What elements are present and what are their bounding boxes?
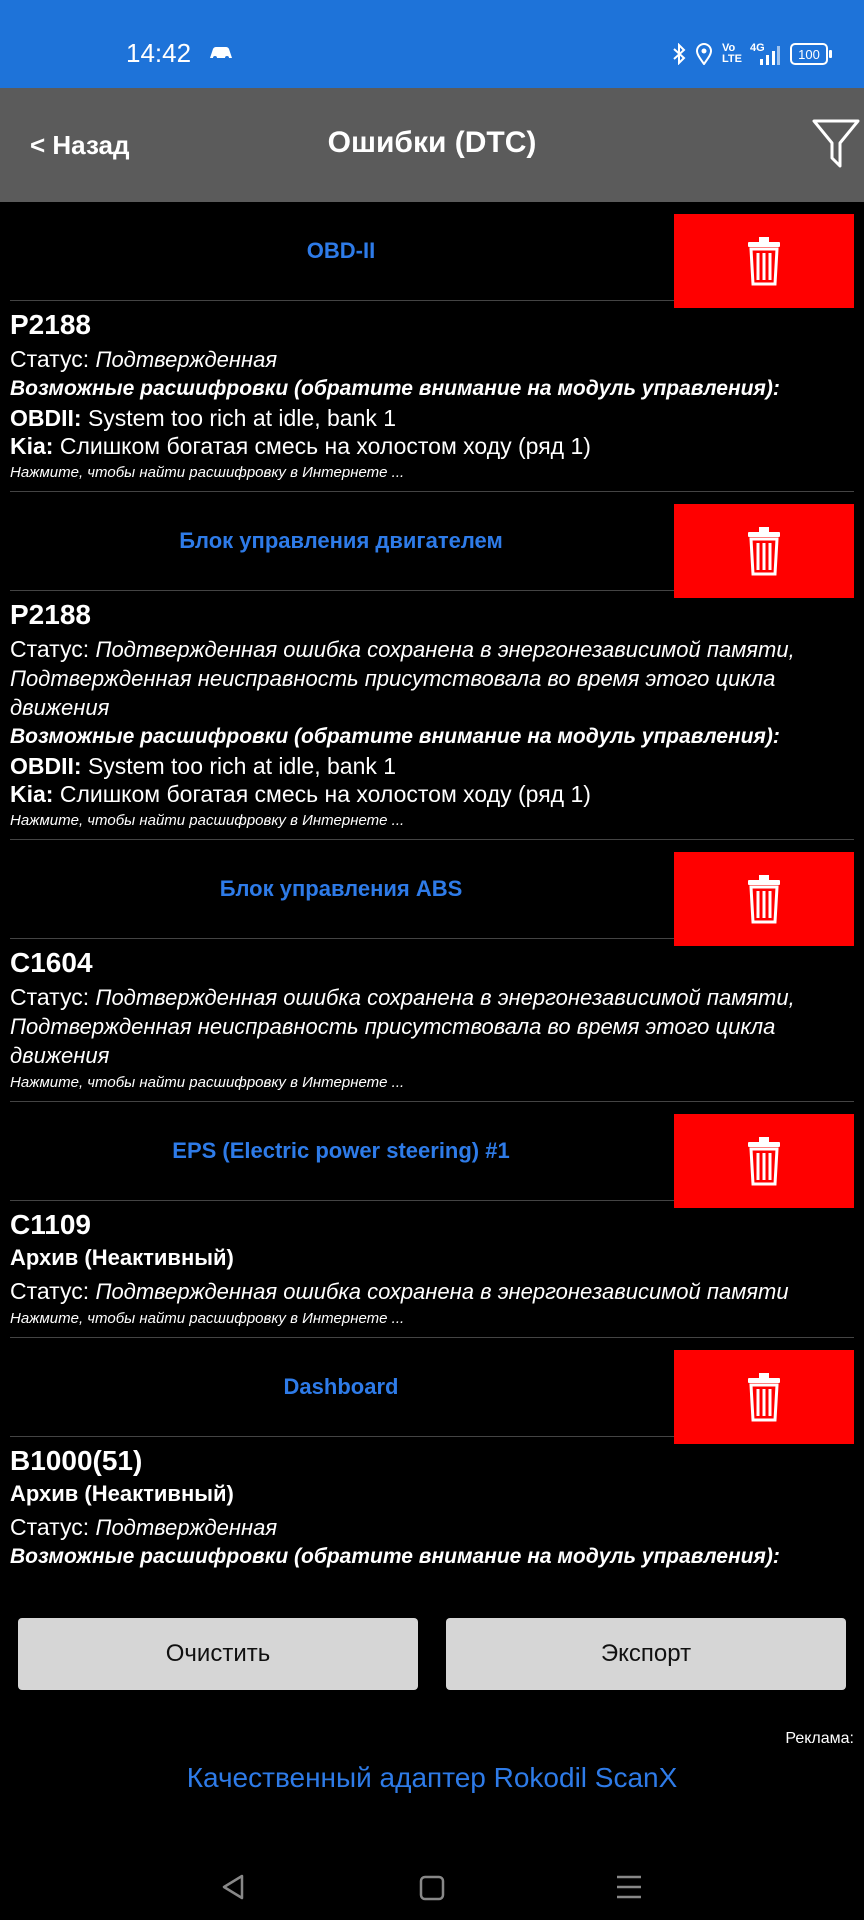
dtc-entry[interactable] xyxy=(0,1201,864,1337)
module-name[interactable]: EPS (Electric power steering) #1 xyxy=(172,1138,510,1163)
search-hint[interactable]: Нажмите, чтобы найти расшифровку в Интернете ... xyxy=(10,1310,405,1327)
back-nav-icon[interactable] xyxy=(218,1872,248,1902)
export-button[interactable]: Экспорт xyxy=(446,1618,846,1690)
status-value: Подтвержденная ошибка сохранена в энергонезависимой памяти xyxy=(95,1279,789,1304)
dtc-code: C1109 xyxy=(10,1209,91,1240)
decode-line xyxy=(10,404,854,432)
decode-source: OBDII: xyxy=(10,405,82,431)
home-nav-icon[interactable] xyxy=(418,1872,446,1902)
battery-indicator: 100 xyxy=(790,43,828,65)
dtc-entry[interactable] xyxy=(0,939,864,1101)
delete-button[interactable] xyxy=(674,214,854,308)
search-hint[interactable]: Нажмите, чтобы найти расшифровку в Интернете ... xyxy=(10,812,405,829)
filter-icon[interactable] xyxy=(812,118,860,170)
status-label: Статус: xyxy=(10,984,90,1010)
decode-hint-title: Возможные расшифровки (обратите внимание на модуль управления): xyxy=(10,377,780,400)
decode-hint-title: Возможные расшифровки (обратите внимание на модуль управления): xyxy=(10,725,780,748)
page-title: Ошибки (DTC) xyxy=(327,126,537,159)
decode-text: Слишком богатая смесь на холостом ходу (ряд 1) xyxy=(59,781,591,807)
location-icon xyxy=(696,43,712,65)
status-label: Статус: xyxy=(10,636,90,662)
module-header xyxy=(0,1338,864,1436)
search-hint[interactable]: Нажмите, чтобы найти расшифровку в Интернете ... xyxy=(10,1074,405,1091)
decode-text: System too rich at idle, bank 1 xyxy=(87,405,397,431)
dtc-status xyxy=(10,635,854,722)
dtc-status xyxy=(10,983,854,1070)
dtc-status xyxy=(10,1277,854,1306)
module-header xyxy=(0,202,864,300)
decode-line xyxy=(10,752,854,780)
dtc-list[interactable] xyxy=(0,202,864,1582)
dtc-status xyxy=(10,345,854,374)
status-value: Подтвержденная ошибка сохранена в энергонезависимой памяти, Подтвержденная неисправность присутствовала во время этого цикла движения xyxy=(10,637,795,720)
status-value: Подтвержденная xyxy=(95,1515,278,1540)
status-label: Статус: xyxy=(10,1278,90,1304)
dtc-status xyxy=(10,1513,854,1542)
back-button[interactable]: < Назад xyxy=(30,130,130,160)
decode-text: Слишком богатая смесь на холостом ходу (ряд 1) xyxy=(59,433,591,459)
system-nav-bar xyxy=(0,1860,864,1920)
dtc-code: B1000(51) xyxy=(10,1445,143,1476)
decode-source: Kia: xyxy=(10,781,54,807)
dtc-code: P2188 xyxy=(10,309,91,340)
status-time: 14:42 xyxy=(126,38,192,68)
module-header xyxy=(0,840,864,938)
delete-button[interactable] xyxy=(674,1114,854,1208)
decode-source: OBDII: xyxy=(10,753,82,779)
status-label: Статус: xyxy=(10,1514,90,1540)
module-header xyxy=(0,492,864,590)
search-hint[interactable]: Нажмите, чтобы найти расшифровку в Интернете ... xyxy=(10,464,405,481)
ad-link[interactable]: Качественный адаптер Rokodil ScanX xyxy=(186,1762,678,1793)
dtc-entry[interactable] xyxy=(0,301,864,491)
module-header xyxy=(0,1102,864,1200)
bluetooth-icon xyxy=(672,43,686,65)
status-value: Подтвержденная ошибка сохранена в энергонезависимой памяти, Подтвержденная неисправность присутствовала во время этого цикла движения xyxy=(10,985,795,1068)
car-icon xyxy=(208,46,234,60)
status-bar xyxy=(0,0,864,88)
dtc-code: P2188 xyxy=(10,599,91,630)
module-name[interactable]: OBD-II xyxy=(306,238,376,263)
module-name[interactable]: Dashboard xyxy=(283,1374,399,1399)
status-icons xyxy=(672,40,828,68)
signal-icon xyxy=(758,45,780,65)
archive-status: Архив (Неактивный) xyxy=(10,1481,234,1506)
clear-button[interactable]: Очистить xyxy=(18,1618,418,1690)
trash-icon xyxy=(747,874,781,924)
decode-text: System too rich at idle, bank 1 xyxy=(87,753,397,779)
volte-indicator: Vo LTE xyxy=(722,42,742,65)
network-type: 4G xyxy=(750,42,765,54)
app-toolbar xyxy=(0,88,864,202)
decode-source: Kia: xyxy=(10,433,54,459)
menu-nav-icon[interactable] xyxy=(614,1872,644,1902)
decode-hint-title: Возможные расшифровки (обратите внимание на модуль управления): xyxy=(10,1545,780,1568)
ad-label: Реклама: xyxy=(785,1730,854,1747)
decode-line xyxy=(10,780,854,808)
trash-icon xyxy=(747,236,781,286)
trash-icon xyxy=(747,1136,781,1186)
status-value: Подтвержденная xyxy=(95,347,278,372)
module-name[interactable]: Блок управления двигателем xyxy=(179,528,503,553)
dtc-entry[interactable] xyxy=(0,591,864,839)
trash-icon xyxy=(747,526,781,576)
module-name[interactable]: Блок управления ABS xyxy=(219,876,463,901)
dtc-code: C1604 xyxy=(10,947,93,978)
signal-indicator xyxy=(750,43,780,65)
archive-status: Архив (Неактивный) xyxy=(10,1245,234,1270)
decode-line xyxy=(10,432,854,460)
trash-icon xyxy=(747,1372,781,1422)
delete-button[interactable] xyxy=(674,504,854,598)
delete-button[interactable] xyxy=(674,852,854,946)
dtc-entry[interactable] xyxy=(0,1437,864,1582)
status-label: Статус: xyxy=(10,346,90,372)
delete-button[interactable] xyxy=(674,1350,854,1444)
